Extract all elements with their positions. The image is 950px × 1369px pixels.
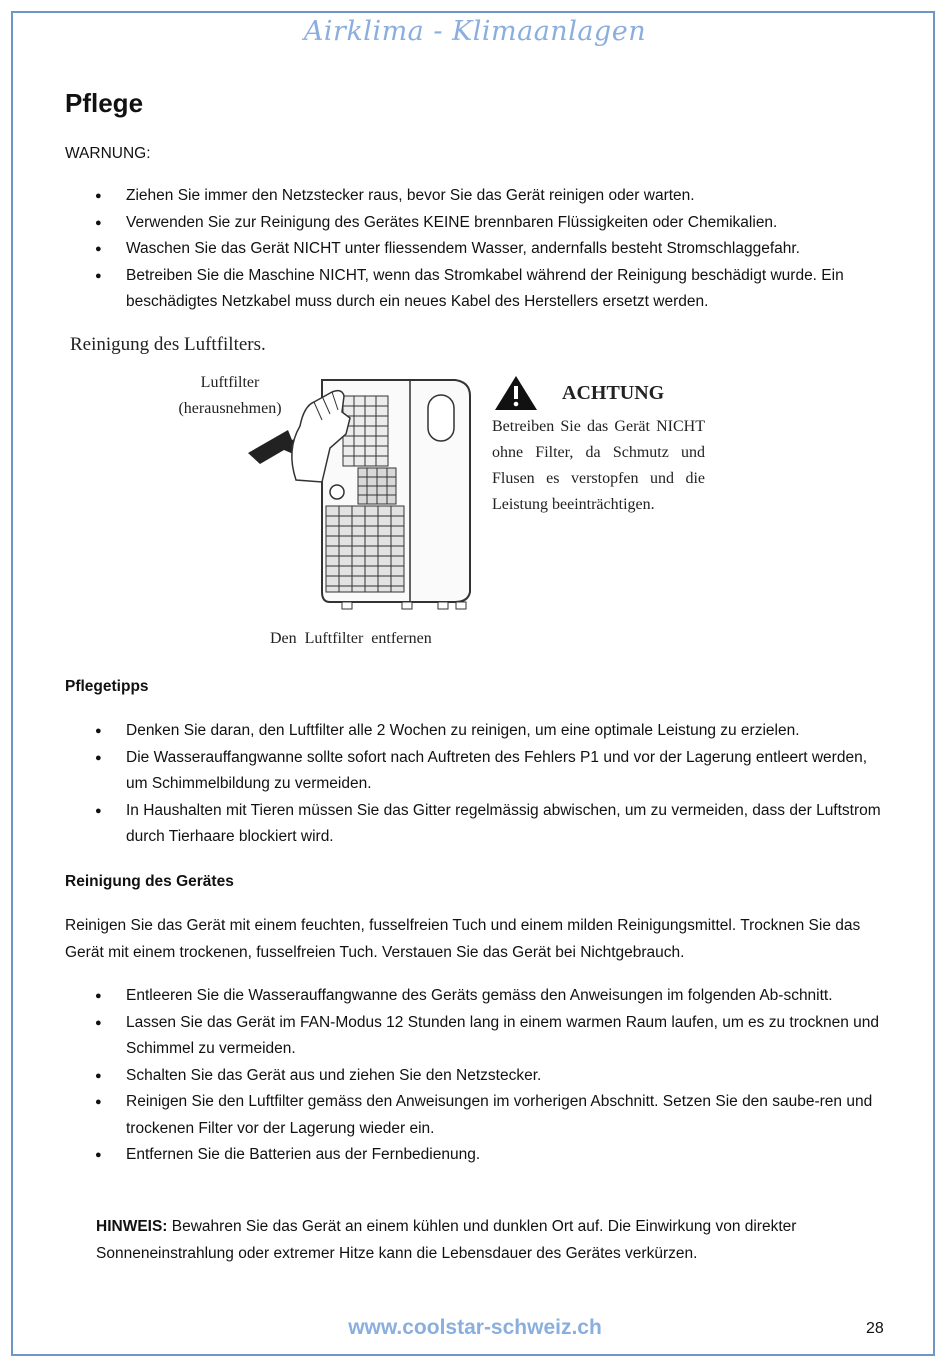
figure-caption: Den Luftfilter entfernen [270,630,432,647]
reinigung-heading: Reinigung des Gerätes [65,873,234,890]
filter-label-line1: Luftfilter [200,374,260,391]
reinigung-list [90,983,890,1169]
pflegetipps-heading: Pflegetipps [65,678,149,695]
caution-title: ACHTUNG [562,382,665,404]
list-item: ● Entleeren Sie die Wasserauffangwanne des Geräts gemäss den Anweisungen im folgenden Ab-schnitt. [90,983,890,1010]
list-item: ● Die Wasserauffangwanne sollte sofort nach Auftreten des Fehlers P1 und vor der Lagerung entleert werden, um Schimmelbildung zu vermeiden. [90,745,890,798]
hinweis-text: Bewahren Sie das Gerät an einem kühlen und dunklen Ort auf. Die Einwirkung von direkter Sonneneinstrahlung oder extremer Hitze kann die Lebensdauer des Gerätes verkürzen. [96,1218,797,1262]
reinigung-paragraph: Reinigen Sie das Gerät mit einem feuchten, fusselfreien Tuch und einem milden Reinigungsmittel. Trocknen Sie das Gerät mit einem trockenen, fusselfreien Tuch. Verstauen Sie das Gerät bei Nichtgebrauch. [65,917,861,961]
list-item: ● Ziehen Sie immer den Netzstecker raus, bevor Sie das Gerät reinigen oder warten. [90,183,890,210]
figure-title: Reinigung des Luftfilters. [70,334,266,355]
list-item: ● Entfernen Sie die Batterien aus der Fernbedienung. [90,1142,890,1169]
list-item: ● Betreiben Sie die Maschine NICHT, wenn das Stromkabel während der Reinigung beschädigt wurde. Ein beschädigtes Netzkabel muss durch ein neues Kabel des Herstellers ersetzt werden. [90,263,890,316]
footer-url[interactable]: www.coolstar-schweiz.ch [348,1316,602,1339]
hinweis-label: HINWEIS: [96,1218,168,1235]
hinweis-note [96,1214,886,1267]
warning-list [90,183,890,316]
filter-label-line2: (herausnehmen) [178,400,282,417]
filter-figure [60,330,740,660]
list-item: ● Waschen Sie das Gerät NICHT unter fliessendem Wasser, andernfalls besteht Stromschlaggefahr. [90,236,890,263]
page-number: 28 [866,1320,884,1337]
brand-header: Airklima - Klimaanlagen [303,16,647,47]
list-item: ● Lassen Sie das Gerät im FAN-Modus 12 Stunden lang in einem warmen Raum laufen, um es zu trocknen und Schimmel zu vermeiden. [90,1010,890,1063]
pflegetipps-list [90,718,890,851]
caution-text: Betreiben Sie das Gerät NICHT ohne Filter, da Schmutz und Flusen es verstopfen und die Leistung beeinträchtigen. [492,418,705,513]
list-item: ● Reinigen Sie den Luftfilter gemäss den Anweisungen im vorherigen Abschnitt. Setzen Sie den saube-ren und trockenen Filter vor der Lagerung wieder ein. [90,1089,890,1142]
page-title: Pflege [65,88,144,118]
list-item: ● Denken Sie daran, den Luftfilter alle 2 Wochen zu reinigen, um eine optimale Leistung zu erzielen. [90,718,890,745]
list-item: ● In Haushalten mit Tieren müssen Sie das Gitter regelmässig abwischen, um zu vermeiden, dass der Luftstrom durch Tierhaare blockiert wird. [90,798,890,851]
list-item: ● Verwenden Sie zur Reinigung des Gerätes KEINE brennbaren Flüssigkeiten oder Chemikalien. [90,210,890,237]
list-item: ● Schalten Sie das Gerät aus und ziehen Sie den Netzstecker. [90,1063,890,1090]
warning-label: WARNUNG: [65,145,151,162]
